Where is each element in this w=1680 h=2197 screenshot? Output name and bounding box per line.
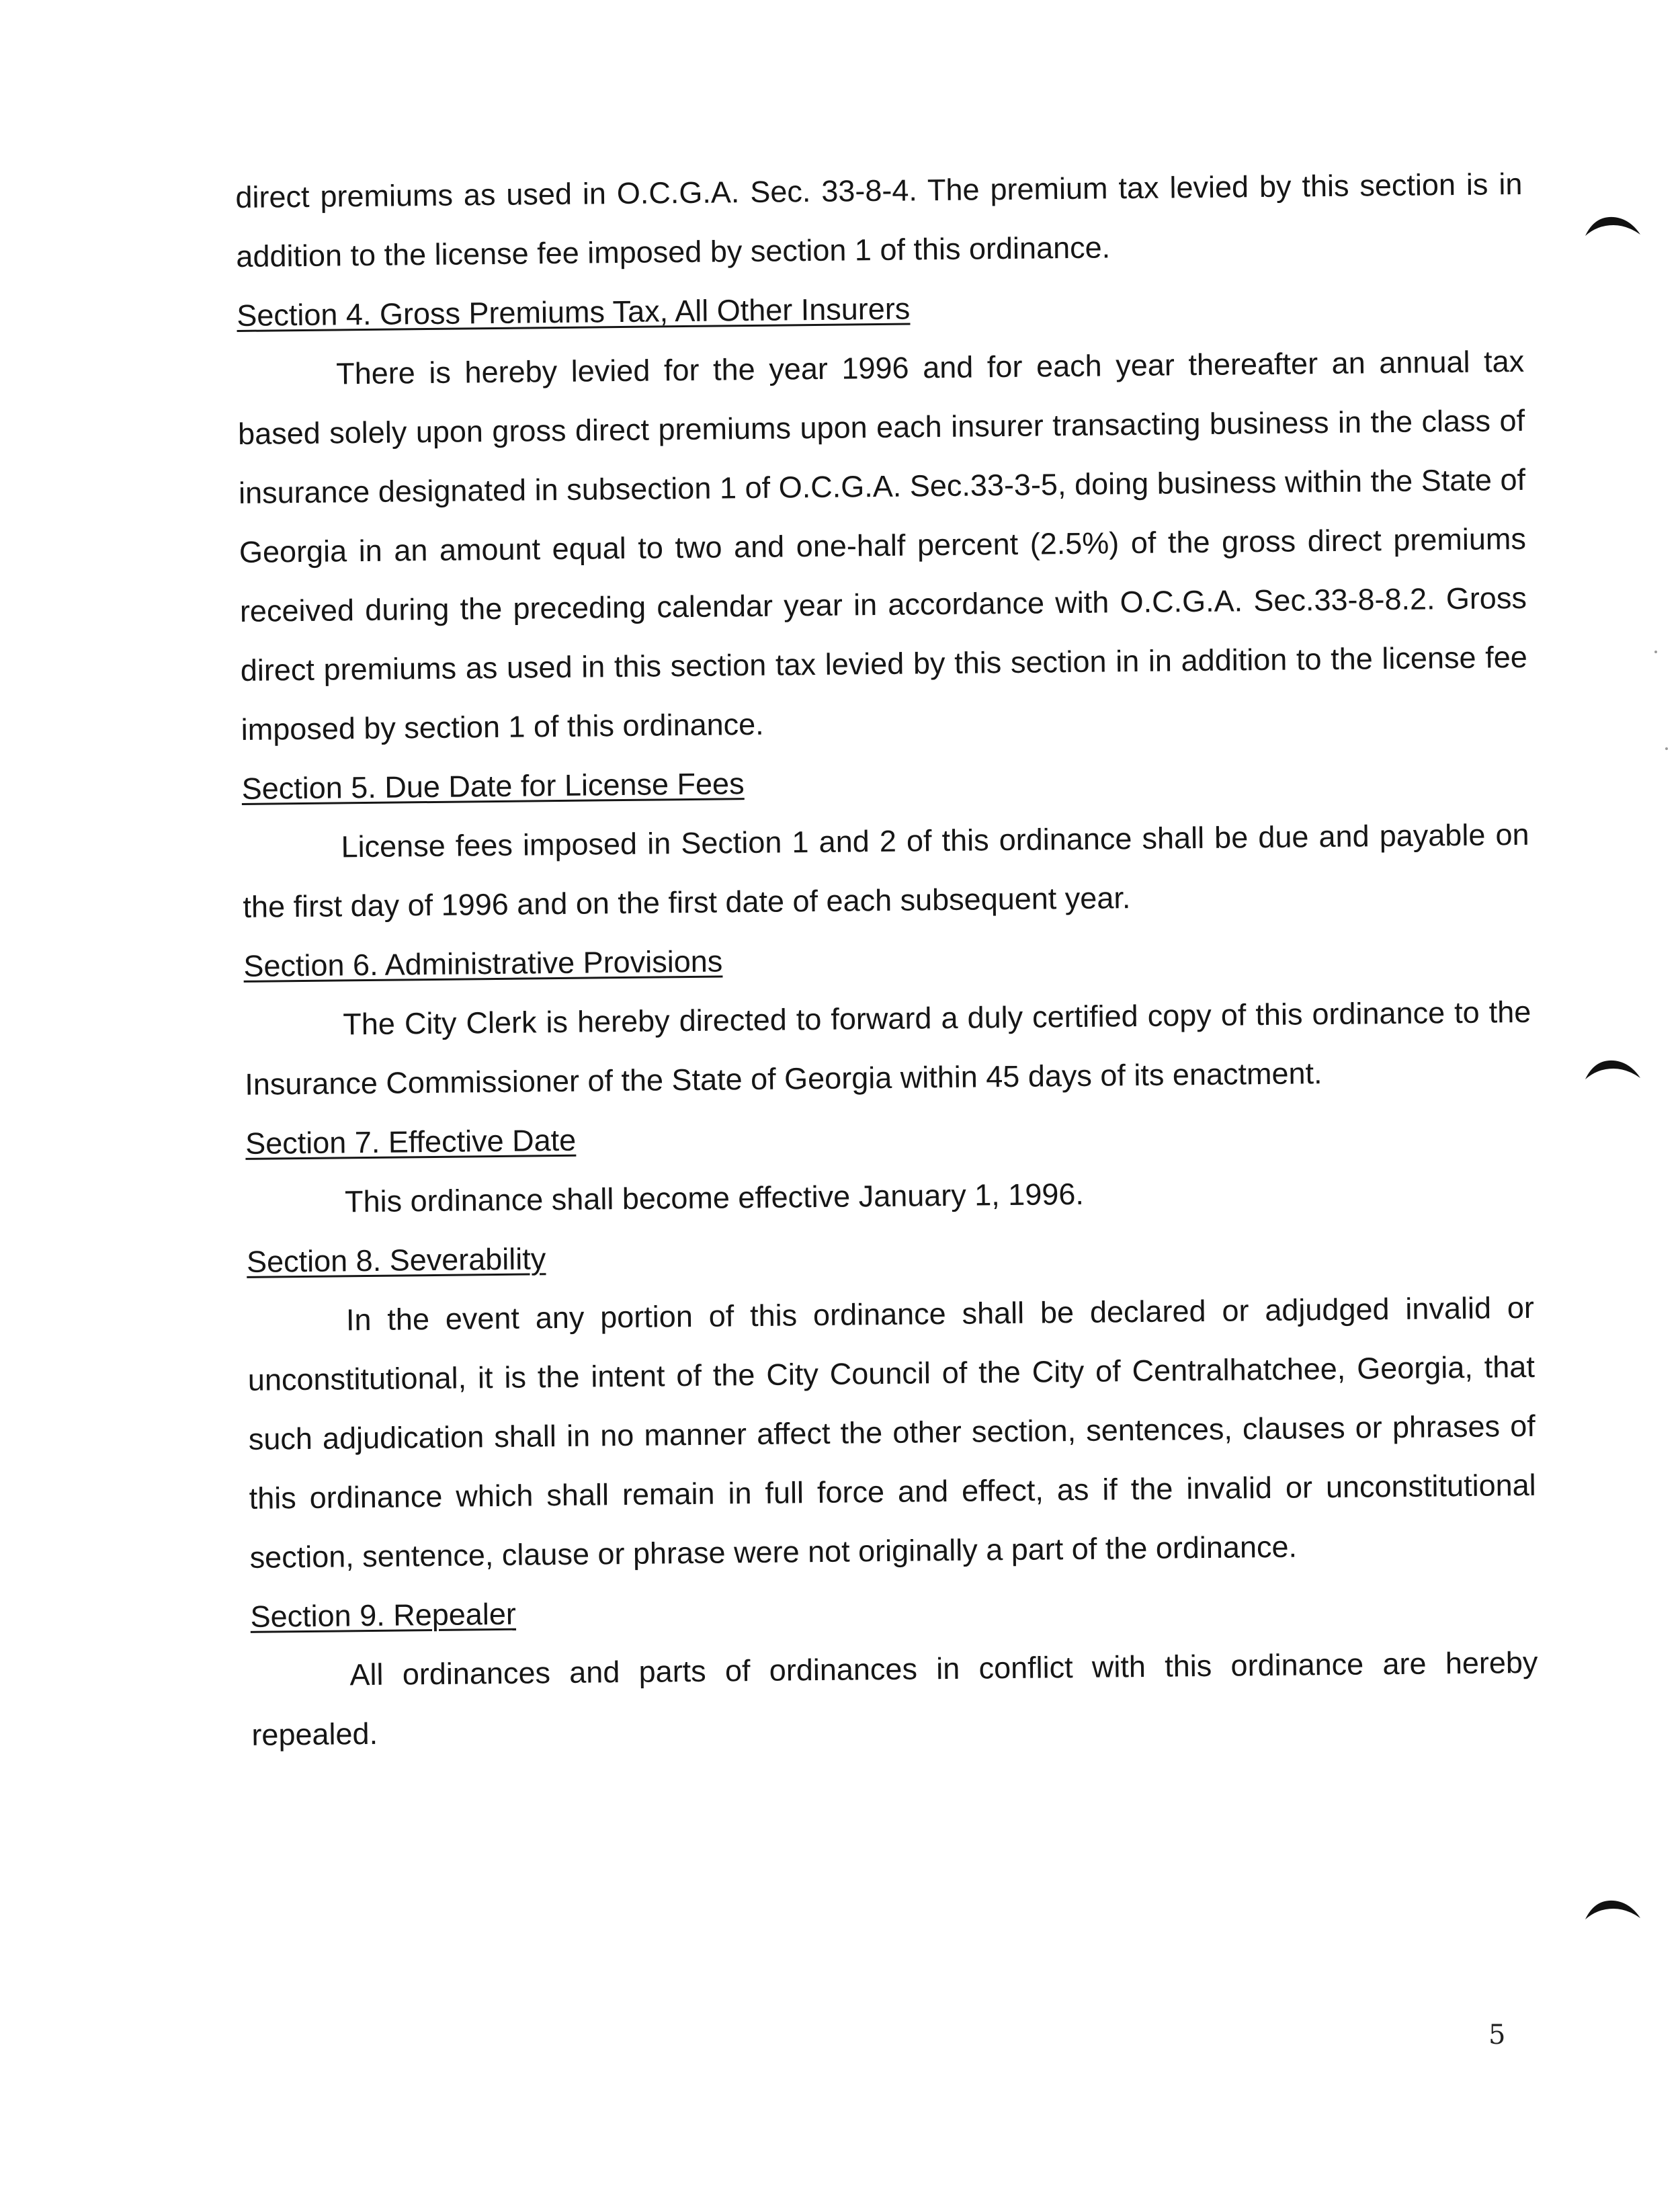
- page-number: 5: [1488, 2020, 1506, 2050]
- opening-paragraph: direct premiums as used in O.C.G.A. Sec. 33-8-4. The premium tax levied by this section is in addition to the license fee imposed by section 1 of this ordinance.: [235, 166, 1523, 274]
- section-9-heading-text: Section 9. Repealer: [250, 1596, 517, 1634]
- section-8-heading-text: Section 8. Severability: [246, 1241, 546, 1279]
- punch-hole-mark-bottom: [1583, 1895, 1643, 1922]
- section-8-body: In the event any portion of this ordinance shall be declared or adjudged invalid or unconstitutional, it is the intent of the City Council of the City of Centralhatchee, Georgia, that such adjudication shall in no manner affect the other section, sentences, clauses or phrases of this ordinance which shall remain in full force and effect, as if the invalid or unconstitutional section, sentence, clause or phrase were not originally a part of the ordinance.: [247, 1290, 1536, 1575]
- scan-speck: [1665, 747, 1668, 750]
- section-7-body: This ordinance shall become effective January 1, 1996.: [344, 1176, 1085, 1219]
- scan-speck: [1654, 651, 1657, 653]
- punch-hole-mark-middle: [1583, 1055, 1643, 1082]
- section-6-heading-text: Section 6. Administrative Provisions: [243, 944, 723, 983]
- section-5-heading-text: Section 5. Due Date for License Fees: [241, 766, 745, 806]
- punch-hole-mark-top: [1583, 212, 1643, 239]
- document-body: [235, 155, 1539, 1765]
- section-7-heading-text: Section 7. Effective Date: [245, 1122, 577, 1161]
- section-4-body: There is hereby levied for the year 1996 and for each year thereafter an annual tax based solely upon gross direct premiums upon each insurer transacting business in the class of insurance designated in subsection 1 of O.C.G.A. Sec.33-3-5, doing business within the State of Georgia in an amount equal to two and one-half percent (2.5%) of the gross direct premiums received during the preceding calendar year in accordance with O.C.G.A. Sec.33-8-8.2. Gross direct premiums as used in this section tax levied by this section in in addition to the license fee imposed by section 1 of this ordinance.: [237, 343, 1527, 747]
- section-4-heading-text: Section 4. Gross Premiums Tax, All Other Insurers: [237, 291, 911, 333]
- section-9-body: All ordinances and parts of ordinances in conflict with this ordinance are hereby repealed.: [251, 1645, 1538, 1752]
- section-5-body: License fees imposed in Section 1 and 2 of this ordinance shall be due and payable on the first day of 1996 and on the first date of each subsequent year.: [243, 817, 1529, 924]
- section-6-body: The City Clerk is hereby directed to forward a duly certified copy of this ordinance to the Insurance Commissioner of the State of Georgia within 45 days of its enactment.: [245, 994, 1531, 1102]
